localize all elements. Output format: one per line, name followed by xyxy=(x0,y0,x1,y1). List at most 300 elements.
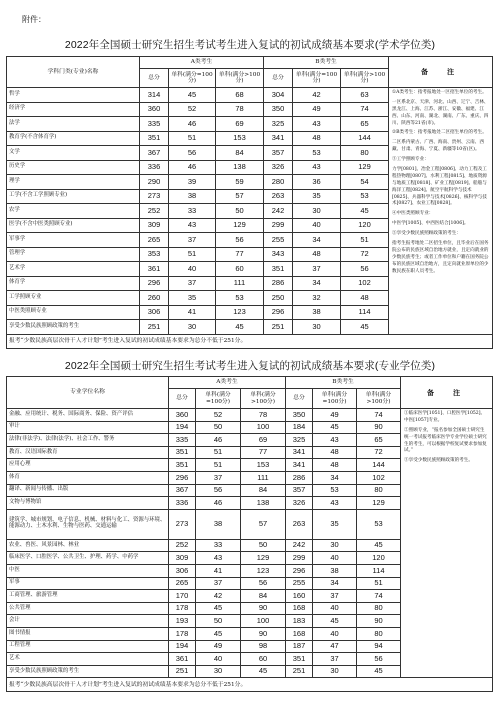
b-total-score: 251 xyxy=(286,665,313,678)
b-single-gt100: 56 xyxy=(357,653,401,666)
b-single-100: 45 xyxy=(313,615,357,628)
a-single-gt100: 50 xyxy=(216,204,264,219)
a-single-gt100: 123 xyxy=(241,564,286,577)
subject-name: 文物与博物馆 xyxy=(7,497,169,510)
b-single-gt100: 45 xyxy=(357,539,401,552)
b-total-score: 242 xyxy=(264,204,293,219)
a-single-100: 56 xyxy=(169,146,216,161)
a-total-score: 296 xyxy=(169,471,196,484)
b-total-score: 286 xyxy=(264,276,293,291)
a-total-score: 252 xyxy=(169,539,196,552)
subject-name: 会计 xyxy=(7,615,169,628)
subject-name: 工学照顾专业 xyxy=(7,291,140,306)
a-single-100: 33 xyxy=(169,204,216,219)
a-single-100: 46 xyxy=(196,434,241,447)
a-single-gt100: 50 xyxy=(241,539,286,552)
col-single100-a: 单科(满分=100分) xyxy=(169,69,216,88)
b-single-gt100: 53 xyxy=(357,509,401,539)
a-single-100: 33 xyxy=(196,539,241,552)
b-total-score: 168 xyxy=(286,602,313,615)
b-single-gt100: 80 xyxy=(341,146,389,161)
b-single-gt100: 53 xyxy=(341,189,389,204)
a-single-100: 30 xyxy=(169,320,216,335)
subject-name: 享受少数民族照顾政策的考生 xyxy=(7,320,140,335)
b-single-gt100: 72 xyxy=(357,446,401,459)
b-single-100: 40 xyxy=(313,602,357,615)
a-single-gt100: 45 xyxy=(216,320,264,335)
a-total-score: 351 xyxy=(169,446,196,459)
b-single-gt100: 114 xyxy=(357,564,401,577)
a-single-gt100: 60 xyxy=(241,653,286,666)
group-a-header-2: A类考生 xyxy=(169,377,286,389)
b-single-100: 43 xyxy=(293,160,341,175)
subject-name: 教育、汉语国际教育 xyxy=(7,446,169,459)
section1-title: 2022年全国硕士研究生招生考试考生进入复试的初试成绩基本要求(学术学位类) xyxy=(64,39,436,51)
a-single-gt100: 45 xyxy=(241,665,286,678)
b-single-100: 43 xyxy=(293,117,341,132)
b-single-gt100: 45 xyxy=(341,204,389,219)
b-total-score: 299 xyxy=(264,218,293,233)
a-total-score: 273 xyxy=(169,509,196,539)
group-a-header: A类考生 xyxy=(140,57,264,69)
subject-name: 历史学 xyxy=(7,160,140,175)
b-total-score: 263 xyxy=(286,509,313,539)
b-single-100: 53 xyxy=(293,146,341,161)
b-single-100: 30 xyxy=(293,204,341,219)
a-single-100: 41 xyxy=(169,305,216,320)
a-single-gt100: 68 xyxy=(216,88,264,103)
a-total-score: 309 xyxy=(169,552,196,565)
a-total-score: 265 xyxy=(140,233,169,248)
a-single-gt100: 53 xyxy=(216,291,264,306)
table-row xyxy=(7,88,493,103)
b-total-score: 351 xyxy=(264,262,293,277)
b-total-score: 255 xyxy=(286,577,313,590)
attachment-label: 附件： xyxy=(22,15,46,24)
subject-name: 管理学 xyxy=(7,247,140,262)
b-single-100: 38 xyxy=(293,305,341,320)
b-single-gt100: 65 xyxy=(341,117,389,132)
b-single-gt100: 54 xyxy=(341,175,389,190)
a-single-gt100: 153 xyxy=(241,459,286,472)
b-single-gt100: 144 xyxy=(357,459,401,472)
col-total-b: 总分 xyxy=(264,69,293,88)
b-total-score: 357 xyxy=(286,484,313,497)
b-total-score: 325 xyxy=(264,117,293,132)
a-total-score: 361 xyxy=(169,653,196,666)
subject-name: 艺术 xyxy=(7,653,169,666)
note-item: ④中医类照顾专业： xyxy=(392,211,434,217)
a-single-gt100: 153 xyxy=(216,131,264,146)
b-single-gt100: 74 xyxy=(341,102,389,117)
a-total-score: 336 xyxy=(169,497,196,510)
a-total-score: 306 xyxy=(169,564,196,577)
b-single-gt100: 80 xyxy=(357,484,401,497)
b-single-gt100: 90 xyxy=(357,421,401,434)
col-total-a: 总分 xyxy=(140,69,169,88)
b-total-score: 183 xyxy=(286,615,313,628)
col-total-a-2: 总分 xyxy=(169,389,196,409)
a-total-score: 351 xyxy=(169,459,196,472)
subject-name: 农业、兽医、风景园林、林业 xyxy=(7,539,169,552)
subject-name: 临床医学、口腔医学、公共卫生、护理、药学、中药学 xyxy=(7,552,169,565)
academic-table xyxy=(6,56,493,349)
b-total-score: 350 xyxy=(264,102,293,117)
a-single-gt100: 84 xyxy=(216,146,264,161)
a-single-100: 40 xyxy=(169,262,216,277)
col-single-gt100-b-2: 单科(满分>100分) xyxy=(357,389,401,409)
notes-cell xyxy=(389,88,493,335)
a-single-gt100: 129 xyxy=(216,218,264,233)
b-single-100: 48 xyxy=(313,446,357,459)
a-single-gt100: 90 xyxy=(241,602,286,615)
b-single-gt100: 74 xyxy=(357,590,401,603)
b-total-score: 160 xyxy=(286,590,313,603)
subject-name: 教育学(不含体育学) xyxy=(7,131,140,146)
b-total-score: 251 xyxy=(264,320,293,335)
b-single-100: 43 xyxy=(313,434,357,447)
a-single-100: 51 xyxy=(196,446,241,459)
a-total-score: 314 xyxy=(140,88,169,103)
note-item: ③享受少数民族照顾政策的考生。 xyxy=(404,458,473,464)
a-single-100: 37 xyxy=(169,276,216,291)
a-single-100: 46 xyxy=(169,160,216,175)
a-single-gt100: 59 xyxy=(216,175,264,190)
a-single-gt100: 129 xyxy=(241,552,286,565)
a-single-gt100: 77 xyxy=(241,446,286,459)
a-single-gt100: 138 xyxy=(241,497,286,510)
subject-name: 享受少数民族照顾政策的考生 xyxy=(7,665,169,678)
a-single-100: 39 xyxy=(169,175,216,190)
b-single-gt100: 56 xyxy=(341,262,389,277)
a-total-score: 194 xyxy=(169,640,196,653)
a-single-100: 30 xyxy=(196,665,241,678)
col-single100-a-2: 单科(满分=100分) xyxy=(196,389,241,409)
b-single-100: 30 xyxy=(313,665,357,678)
b-single-100: 30 xyxy=(313,539,357,552)
a-total-score: 178 xyxy=(169,602,196,615)
a-single-gt100: 111 xyxy=(241,471,286,484)
a-total-score: 273 xyxy=(140,189,169,204)
subject-name: 哲学 xyxy=(7,88,140,103)
a-single-100: 35 xyxy=(169,291,216,306)
subject-name: 法律(非法学)、法律(法学)、社会工作、警务 xyxy=(7,434,169,447)
note-item: 指考生报考地处二区招生单位，且毕业后在国务院公布的民族区域自治地方就业，且定向就业的少数民族考生；或者工作单位和户籍在国务院公布的民族区域自治地方，且定向就业原单位的少数民族在职人员考生。 xyxy=(392,241,489,274)
a-single-gt100: 123 xyxy=(216,305,264,320)
b-single-gt100: 102 xyxy=(357,471,401,484)
subject-name: 工商管理、旅游管理 xyxy=(7,590,169,603)
a-total-score: 309 xyxy=(140,218,169,233)
a-single-gt100: 57 xyxy=(216,189,264,204)
a-total-score: 361 xyxy=(140,262,169,277)
col-single100-b: 单科(满分=100分) xyxy=(293,69,341,88)
section1-footnote: 报考“少数民族高层次骨干人才计划”考生进入复试的初试成绩基本要求为总分不低于251分。 xyxy=(7,334,493,348)
b-single-gt100: 114 xyxy=(341,305,389,320)
b-single-100: 48 xyxy=(293,131,341,146)
a-total-score: 335 xyxy=(140,117,169,132)
b-single-100: 34 xyxy=(293,233,341,248)
b-total-score: 341 xyxy=(286,446,313,459)
b-total-score: 357 xyxy=(264,146,293,161)
note-item: ①临床医学[1051]、口腔医学[1052]、中医[1057]专业。 xyxy=(404,411,486,423)
b-total-score: 250 xyxy=(264,291,293,306)
b-total-score: 187 xyxy=(286,640,313,653)
a-total-score: 251 xyxy=(140,320,169,335)
b-total-score: 350 xyxy=(286,409,313,422)
a-single-100: 45 xyxy=(196,602,241,615)
subject-name: 文学 xyxy=(7,146,140,161)
b-single-100: 37 xyxy=(313,653,357,666)
b-single-100: 48 xyxy=(313,459,357,472)
b-total-score: 325 xyxy=(286,434,313,447)
note-item: ①A类考生：指考报地处一区招生单位的考生。 xyxy=(392,90,487,95)
a-single-100: 56 xyxy=(196,484,241,497)
b-total-score: 343 xyxy=(264,247,293,262)
b-single-100: 36 xyxy=(293,175,341,190)
a-total-score: 193 xyxy=(169,615,196,628)
a-single-100: 37 xyxy=(196,471,241,484)
b-single-gt100: 51 xyxy=(357,577,401,590)
a-single-100: 52 xyxy=(169,102,216,117)
subject-name: 中医 xyxy=(7,564,169,577)
a-single-100: 46 xyxy=(169,117,216,132)
a-single-100: 41 xyxy=(196,564,241,577)
a-single-gt100: 100 xyxy=(241,615,286,628)
subject-name: 法学 xyxy=(7,117,140,132)
subject-name: 工程管理 xyxy=(7,640,169,653)
b-total-score: 341 xyxy=(264,131,293,146)
a-single-gt100: 84 xyxy=(241,484,286,497)
b-single-100: 40 xyxy=(313,552,357,565)
a-single-100: 38 xyxy=(169,189,216,204)
a-total-score: 290 xyxy=(140,175,169,190)
a-single-gt100: 77 xyxy=(216,247,264,262)
b-single-gt100: 65 xyxy=(357,434,401,447)
table-row xyxy=(7,409,493,422)
a-single-100: 42 xyxy=(196,590,241,603)
a-single-100: 46 xyxy=(196,497,241,510)
b-total-score: 326 xyxy=(286,497,313,510)
a-single-gt100: 57 xyxy=(241,509,286,539)
b-total-score: 184 xyxy=(286,421,313,434)
a-single-100: 43 xyxy=(169,218,216,233)
a-total-score: 351 xyxy=(140,131,169,146)
b-total-score: 351 xyxy=(286,653,313,666)
a-total-score: 306 xyxy=(140,305,169,320)
col-subject-header: 学科门类(专业)名称 xyxy=(7,57,140,88)
note-item: 中医学[1005]、中西医结合[1006]。 xyxy=(392,221,469,227)
b-single-gt100: 102 xyxy=(341,276,389,291)
b-single-gt100: 72 xyxy=(341,247,389,262)
b-single-gt100: 120 xyxy=(357,552,401,565)
b-single-gt100: 45 xyxy=(341,320,389,335)
b-single-gt100: 129 xyxy=(341,160,389,175)
subject-name: 经济学 xyxy=(7,102,140,117)
b-single-100: 40 xyxy=(293,218,341,233)
subject-name: 农学 xyxy=(7,204,140,219)
b-single-gt100: 94 xyxy=(357,640,401,653)
a-total-score: 296 xyxy=(140,276,169,291)
group-b-header-2: B类考生 xyxy=(286,377,401,389)
b-total-score: 263 xyxy=(264,189,293,204)
note-item: ③工学照顾专业： xyxy=(392,157,429,163)
subject-name: 应用心理 xyxy=(7,459,169,472)
a-single-gt100: 56 xyxy=(216,233,264,248)
b-single-100: 30 xyxy=(293,320,341,335)
subject-name: 工学(不含工学照顾专业) xyxy=(7,189,140,204)
note-item: ②照顾专业，“报名参加全国硕士研究生统一考试报考临床医学专业学位硕士研究生的考生，可以根据学校复试要求参加复试。” xyxy=(404,427,487,454)
b-total-score: 296 xyxy=(286,564,313,577)
a-single-100: 52 xyxy=(196,409,241,422)
subject-name: 金融、应用统计、税务、国际商务、保险、资产评估 xyxy=(7,409,169,422)
notes-header: 备 注 xyxy=(389,57,493,88)
subject-name: 图书情报 xyxy=(7,627,169,640)
b-single-100: 49 xyxy=(313,409,357,422)
b-single-gt100: 120 xyxy=(341,218,389,233)
b-total-score: 341 xyxy=(286,459,313,472)
a-single-100: 50 xyxy=(196,421,241,434)
b-total-score: 280 xyxy=(264,175,293,190)
a-single-100: 37 xyxy=(196,577,241,590)
section2-footnote: 报考“少数民族高层次骨干人才计划”考生进入复试的初试成绩基本要求为总分不低于251分。 xyxy=(7,678,493,692)
note-item: ⑤享受少数民族照顾政策的考生： xyxy=(392,231,461,237)
col-total-b-2: 总分 xyxy=(286,389,313,409)
a-single-gt100: 138 xyxy=(216,160,264,175)
a-single-100: 51 xyxy=(169,247,216,262)
col-single-gt100-a: 单科(满分>100分) xyxy=(216,69,264,88)
a-total-score: 336 xyxy=(140,160,169,175)
a-single-gt100: 69 xyxy=(216,117,264,132)
b-total-score: 242 xyxy=(286,539,313,552)
a-single-100: 37 xyxy=(169,233,216,248)
b-single-100: 37 xyxy=(313,590,357,603)
group-b-header: B类考生 xyxy=(264,57,389,69)
col-single-gt100-a-2: 单科(满分>100分) xyxy=(241,389,286,409)
b-single-100: 35 xyxy=(313,509,357,539)
a-total-score: 178 xyxy=(169,627,196,640)
a-single-100: 38 xyxy=(196,509,241,539)
subject-name: 体育 xyxy=(7,471,169,484)
b-single-gt100: 80 xyxy=(357,627,401,640)
a-single-100: 40 xyxy=(196,653,241,666)
b-total-score: 304 xyxy=(264,88,293,103)
col-single-gt100-b: 单科(满分>100分) xyxy=(341,69,389,88)
note-item: ②B类考生：指考报地处二区招生单位的考生。 xyxy=(392,130,487,136)
a-total-score: 367 xyxy=(169,484,196,497)
b-single-100: 34 xyxy=(313,471,357,484)
a-single-100: 51 xyxy=(169,131,216,146)
a-total-score: 260 xyxy=(140,291,169,306)
b-single-gt100: 144 xyxy=(341,131,389,146)
a-total-score: 360 xyxy=(169,409,196,422)
b-single-100: 49 xyxy=(293,102,341,117)
b-total-score: 255 xyxy=(264,233,293,248)
b-single-gt100: 51 xyxy=(341,233,389,248)
b-total-score: 168 xyxy=(286,627,313,640)
a-total-score: 367 xyxy=(140,146,169,161)
a-single-gt100: 56 xyxy=(241,577,286,590)
a-total-score: 194 xyxy=(169,421,196,434)
a-single-gt100: 98 xyxy=(241,640,286,653)
col-single100-b-2: 单科(满分=100分) xyxy=(313,389,357,409)
a-single-100: 45 xyxy=(169,88,216,103)
a-single-gt100: 111 xyxy=(216,276,264,291)
b-single-100: 32 xyxy=(293,291,341,306)
a-total-score: 335 xyxy=(169,434,196,447)
b-single-100: 43 xyxy=(313,497,357,510)
a-total-score: 170 xyxy=(169,590,196,603)
note-item: 二区系内蒙古、广西、海南、贵州、云南、西藏、甘肃、青海、宁夏、新疆等10省(区)。 xyxy=(392,140,484,153)
b-single-100: 48 xyxy=(293,247,341,262)
a-single-gt100: 69 xyxy=(241,434,286,447)
notes-header-2: 备 注 xyxy=(401,377,493,409)
subject-name: 建筑学、城市规划、电子信息、机械、材料与化工、资源与环境、能源动力、土木水利、生物与医药、交通运输 xyxy=(7,509,169,539)
b-single-100: 35 xyxy=(293,189,341,204)
b-single-gt100: 45 xyxy=(357,665,401,678)
a-single-100: 45 xyxy=(196,627,241,640)
a-total-score: 360 xyxy=(140,102,169,117)
a-single-100: 49 xyxy=(196,640,241,653)
a-single-gt100: 100 xyxy=(241,421,286,434)
section2-title: 2022年全国硕士研究生招生考试考生进入复试的初试成绩基本要求(专业学位类) xyxy=(64,360,436,372)
note-item: 一区系北京、天津、河北、山西、辽宁、吉林、黑龙江、上海、江苏、浙江、安徽、福建、江西、山东、河南、湖北、湖南、广东、重庆、四川、陕西等21省(市)。 xyxy=(392,99,489,126)
b-total-score: 299 xyxy=(286,552,313,565)
subject-name: 艺术学 xyxy=(7,262,140,277)
b-single-gt100: 90 xyxy=(357,615,401,628)
b-single-100: 40 xyxy=(313,627,357,640)
b-total-score: 326 xyxy=(264,160,293,175)
subject-name: 理学 xyxy=(7,175,140,190)
notes-cell xyxy=(401,409,493,678)
a-single-gt100: 84 xyxy=(241,590,286,603)
subject-name: 军事 xyxy=(7,577,169,590)
b-single-100: 42 xyxy=(293,88,341,103)
b-single-100: 53 xyxy=(313,484,357,497)
b-single-gt100: 74 xyxy=(357,409,401,422)
a-total-score: 353 xyxy=(140,247,169,262)
subject-name: 医学(不含中医类照顾专业) xyxy=(7,218,140,233)
a-single-gt100: 90 xyxy=(241,627,286,640)
a-single-100: 51 xyxy=(196,459,241,472)
a-single-100: 43 xyxy=(196,552,241,565)
b-total-score: 286 xyxy=(286,471,313,484)
a-single-gt100: 78 xyxy=(241,409,286,422)
b-single-gt100: 80 xyxy=(357,602,401,615)
b-total-score: 296 xyxy=(264,305,293,320)
col-subject-header-2: 专业学位名称 xyxy=(7,377,169,409)
subject-name: 翻译、新闻与传播、出版 xyxy=(7,484,169,497)
a-total-score: 265 xyxy=(169,577,196,590)
a-single-gt100: 78 xyxy=(216,102,264,117)
subject-name: 军事学 xyxy=(7,233,140,248)
subject-name: 公共管理 xyxy=(7,602,169,615)
b-single-100: 34 xyxy=(293,276,341,291)
a-single-gt100: 60 xyxy=(216,262,264,277)
b-single-100: 38 xyxy=(313,564,357,577)
a-single-100: 50 xyxy=(196,615,241,628)
a-total-score: 251 xyxy=(169,665,196,678)
b-single-100: 47 xyxy=(313,640,357,653)
note-item: 力学[0801]、冶金工程[0806]、动力工程及工程热物理[0807]、水利工程[0815]、地质资源与地质工程[0818]、矿业工程[0819]、船舶与海洋工程[0824]、航空宇航科学与技术[0825]、兵器科学与技术[0826]、核科学与技术[0827]、农业工程[0828]。 xyxy=(392,167,487,207)
a-total-score: 252 xyxy=(140,204,169,219)
b-single-gt100: 63 xyxy=(341,88,389,103)
b-single-gt100: 129 xyxy=(357,497,401,510)
professional-table xyxy=(6,376,493,692)
b-single-gt100: 48 xyxy=(341,291,389,306)
b-single-100: 37 xyxy=(293,262,341,277)
b-single-100: 34 xyxy=(313,577,357,590)
subject-name: 中医类照顾专业 xyxy=(7,305,140,320)
